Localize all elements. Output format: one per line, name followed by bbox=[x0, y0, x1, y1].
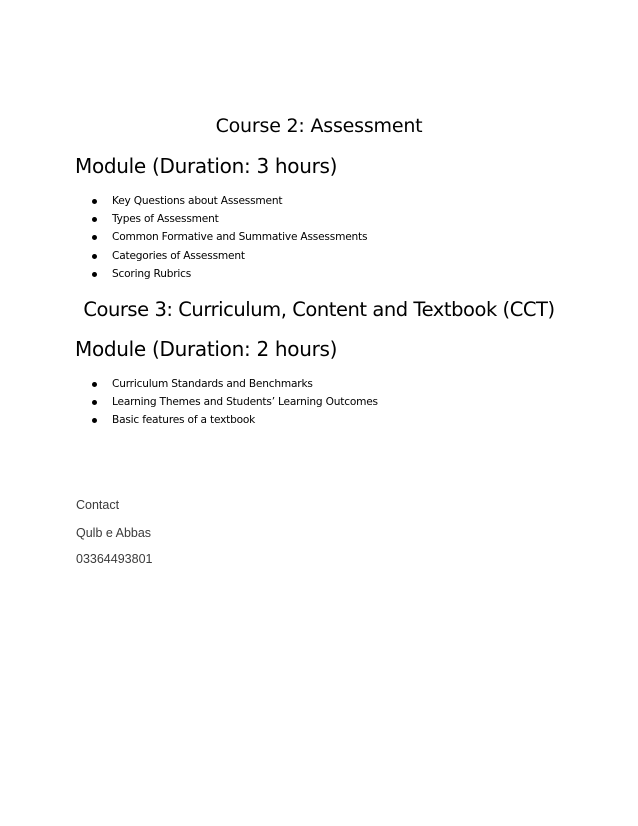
course-3-title: Course 3: Curriculum, Content and Textbook (CCT) bbox=[83, 298, 555, 321]
bullet-icon bbox=[92, 272, 97, 277]
course-2-module-title: Module (Duration: 3 hours) bbox=[75, 154, 338, 178]
list-item-text: Learning Themes and Students’ Learning Outcomes bbox=[112, 396, 378, 409]
course-2-title: Course 2: Assessment bbox=[215, 115, 423, 137]
bullet-icon bbox=[92, 217, 97, 222]
bullet-icon bbox=[92, 199, 97, 204]
list-item-text: Key Questions about Assessment bbox=[112, 195, 283, 207]
course-3-module-title: Module (Duration: 2 hours) bbox=[75, 337, 338, 361]
bullet-icon bbox=[92, 235, 97, 240]
bullet-icon bbox=[92, 418, 97, 423]
list-item-text: Common Formative and Summative Assessments bbox=[112, 231, 368, 244]
contact-phone: 03364493801 bbox=[76, 552, 153, 566]
list-item-text: Curriculum Standards and Benchmarks bbox=[112, 378, 313, 390]
bullet-icon bbox=[92, 400, 97, 405]
list-item-text: Basic features of a textbook bbox=[112, 414, 256, 427]
list-item-text: Types of Assessment bbox=[112, 213, 219, 226]
contact-name: Qulb e Abbas bbox=[76, 526, 152, 540]
list-item-text: Categories of Assessment bbox=[112, 249, 245, 262]
contact-label: Contact bbox=[76, 498, 120, 512]
list-item-text: Scoring Rubrics bbox=[112, 267, 192, 280]
bullet-icon bbox=[92, 382, 97, 387]
bullet-icon bbox=[92, 254, 97, 259]
